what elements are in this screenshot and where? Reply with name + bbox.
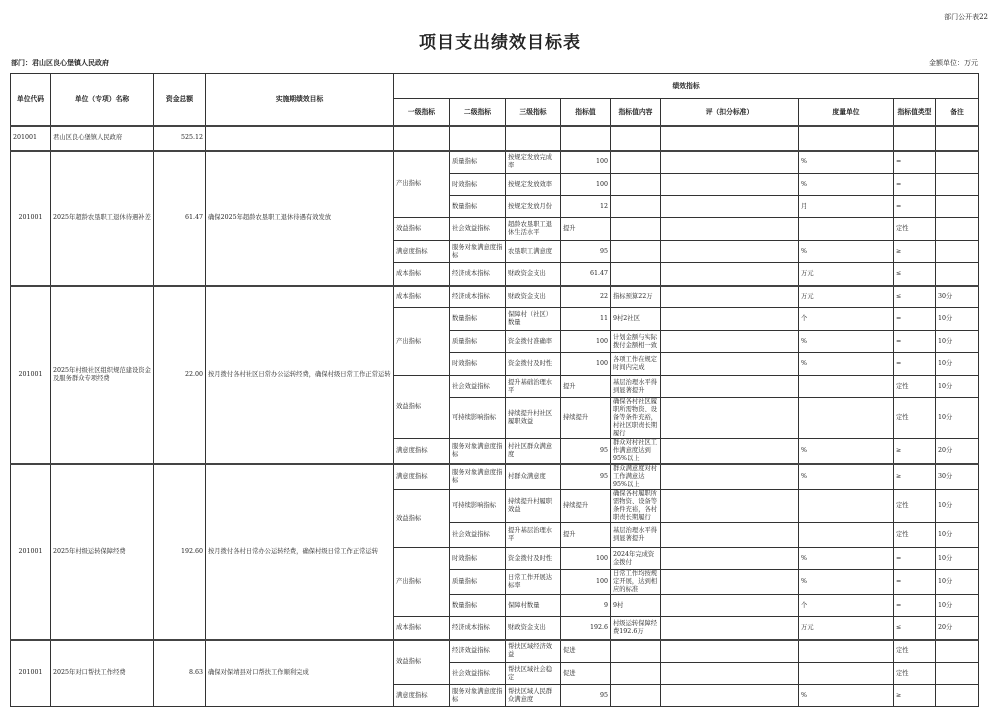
scoring-standard (661, 663, 799, 685)
level1-indicator: 满意度指标 (394, 685, 450, 707)
scoring-standard (661, 241, 799, 263)
project-goal: 按月拨付各村社区日常办公运转经费，确保村级日常工作正常运转 (206, 286, 394, 465)
indicator-content: 9村2社区 (611, 308, 661, 331)
level3-indicator: 帮扶区域社会稳定 (506, 663, 561, 685)
level1-indicator: 产出指标 (394, 308, 450, 376)
level2-indicator: 可持续影响指标 (450, 490, 506, 523)
table-row (11, 286, 979, 308)
level3-indicator: 按规定发放月份 (506, 196, 561, 218)
note (936, 640, 979, 663)
note (936, 218, 979, 241)
note: 10分 (936, 398, 979, 439)
level2-indicator: 时效指标 (450, 174, 506, 196)
summary-row (11, 126, 979, 151)
level1-indicator: 效益指标 (394, 490, 450, 548)
scoring-standard (661, 548, 799, 570)
level1-indicator: 产出指标 (394, 151, 450, 218)
indicator-value: 提升 (561, 376, 611, 398)
indicator-value: 100 (561, 331, 611, 353)
summary-code: 201001 (11, 126, 51, 151)
indicator-value: 100 (561, 548, 611, 570)
note: 20分 (936, 439, 979, 465)
level3-indicator: 资金拨付准确率 (506, 331, 561, 353)
note (936, 685, 979, 707)
level2-indicator: 数量指标 (450, 196, 506, 218)
project-code: 201001 (11, 286, 51, 465)
level3-indicator: 财政资金支出 (506, 617, 561, 640)
value-type: ≥ (894, 241, 936, 263)
value-type: = (894, 151, 936, 174)
value-type: ≤ (894, 286, 936, 308)
level2-indicator: 经济成本指标 (450, 617, 506, 640)
note: 30分 (936, 286, 979, 308)
measure-unit (799, 640, 894, 663)
level1-indicator: 满意度指标 (394, 241, 450, 263)
level3-indicator: 财政资金支出 (506, 263, 561, 286)
level3-indicator: 农垦职工满意度 (506, 241, 561, 263)
amount-unit-label: 金额单位：万元 (929, 59, 978, 67)
indicator-content (611, 640, 661, 663)
value-type: = (894, 174, 936, 196)
performance-target-table (10, 73, 979, 707)
table-row (11, 464, 979, 490)
table-row (11, 640, 979, 663)
scoring-standard (661, 570, 799, 595)
measure-unit: % (799, 464, 894, 490)
level3-indicator: 资金拨付及时性 (506, 353, 561, 376)
level3-indicator: 日常工作开展达标率 (506, 570, 561, 595)
indicator-value: 95 (561, 439, 611, 465)
indicator-value: 提升 (561, 218, 611, 241)
value-type: = (894, 196, 936, 218)
value-type: = (894, 308, 936, 331)
indicator-content: 基层治理水平得到显著提升 (611, 376, 661, 398)
department-label: 部门：君山区良心堡镇人民政府 (11, 58, 109, 67)
measure-unit (799, 376, 894, 398)
indicator-content (611, 174, 661, 196)
scoring-standard (661, 353, 799, 376)
project-goal: 按月拨付各村日常办公运转经费，确保村级日常工作正常运转 (206, 464, 394, 640)
measure-unit: 个 (799, 595, 894, 617)
indicator-content (611, 218, 661, 241)
header-code: 单位代码 (11, 74, 51, 126)
level2-indicator: 时效指标 (450, 353, 506, 376)
indicator-content (611, 241, 661, 263)
measure-unit: % (799, 439, 894, 465)
measure-unit: % (799, 685, 894, 707)
indicator-value: 95 (561, 464, 611, 490)
level3-indicator: 提升基层治理水平 (506, 523, 561, 548)
level2-indicator: 服务对象满意度指标 (450, 464, 506, 490)
project-goal: 确保2025年超龄农垦职工退休待遇有效发放 (206, 151, 394, 286)
level3-indicator: 财政资金支出 (506, 286, 561, 308)
indicator-content: 基层治理水平得到显著提升 (611, 523, 661, 548)
note: 20分 (936, 617, 979, 640)
note: 10分 (936, 308, 979, 331)
level2-indicator: 质量指标 (450, 151, 506, 174)
scoring-standard (661, 523, 799, 548)
level3-indicator: 资金拨付及时性 (506, 548, 561, 570)
value-type: 定性 (894, 640, 936, 663)
level2-indicator: 服务对象满意度指标 (450, 241, 506, 263)
level2-indicator: 质量指标 (450, 570, 506, 595)
value-type: = (894, 331, 936, 353)
level2-indicator: 社会效益指标 (450, 376, 506, 398)
value-type: 定性 (894, 218, 936, 241)
level2-indicator: 服务对象满意度指标 (450, 685, 506, 707)
header-unit: 度量单位 (799, 99, 894, 126)
level3-indicator: 村群众满意度 (506, 464, 561, 490)
summary-amount: 525.12 (154, 126, 206, 151)
scoring-standard (661, 286, 799, 308)
level2-indicator: 社会效益指标 (450, 523, 506, 548)
value-type: ≤ (894, 263, 936, 286)
level3-indicator: 保障村数量 (506, 595, 561, 617)
scoring-standard (661, 174, 799, 196)
level3-indicator: 保障村（社区）数量 (506, 308, 561, 331)
scoring-standard (661, 263, 799, 286)
value-type: = (894, 570, 936, 595)
note (936, 151, 979, 174)
measure-unit: 个 (799, 308, 894, 331)
level1-indicator: 满意度指标 (394, 464, 450, 490)
header-standard: 评（扣分标准） (661, 99, 799, 126)
summary-name: 君山区良心堡镇人民政府 (51, 126, 154, 151)
scoring-standard (661, 595, 799, 617)
measure-unit (799, 523, 894, 548)
project-amount: 22.00 (154, 286, 206, 465)
indicator-content: 计划金额与实际拨付金额相一致 (611, 331, 661, 353)
level2-indicator: 数量指标 (450, 308, 506, 331)
note (936, 241, 979, 263)
indicator-content: 9村 (611, 595, 661, 617)
header-level1: 一级指标 (394, 99, 450, 126)
measure-unit: % (799, 353, 894, 376)
table-number-label: 部门公开表22 (944, 13, 988, 21)
project-amount: 61.47 (154, 151, 206, 286)
note (936, 174, 979, 196)
level3-indicator: 按规定发放效率 (506, 174, 561, 196)
indicator-value: 192.6 (561, 617, 611, 640)
header-level2: 二级指标 (450, 99, 506, 126)
project-code: 201001 (11, 464, 51, 640)
scoring-standard (661, 331, 799, 353)
note: 10分 (936, 548, 979, 570)
level2-indicator: 经济效益指标 (450, 640, 506, 663)
level2-indicator: 社会效益指标 (450, 663, 506, 685)
indicator-content (611, 663, 661, 685)
value-type: = (894, 353, 936, 376)
indicator-value: 持续提升 (561, 398, 611, 439)
note: 30分 (936, 464, 979, 490)
table-row (11, 151, 979, 174)
indicator-content (611, 196, 661, 218)
level3-indicator: 持续提升村履职效益 (506, 490, 561, 523)
scoring-standard (661, 685, 799, 707)
indicator-value: 持续提升 (561, 490, 611, 523)
value-type: 定性 (894, 376, 936, 398)
measure-unit: % (799, 331, 894, 353)
scoring-standard (661, 640, 799, 663)
level2-indicator: 经济成本指标 (450, 286, 506, 308)
level3-indicator: 提升基础治理水平 (506, 376, 561, 398)
level1-indicator: 满意度指标 (394, 439, 450, 465)
level3-indicator: 帮扶区域人民群众满意度 (506, 685, 561, 707)
level1-indicator: 效益指标 (394, 218, 450, 241)
header-value: 指标值 (561, 99, 611, 126)
note (936, 196, 979, 218)
header-type: 指标值类型 (894, 99, 936, 126)
indicator-value: 100 (561, 174, 611, 196)
level3-indicator: 超龄农垦职工退休生活水平 (506, 218, 561, 241)
note: 10分 (936, 570, 979, 595)
indicator-value: 100 (561, 570, 611, 595)
scoring-standard (661, 196, 799, 218)
value-type: = (894, 595, 936, 617)
measure-unit: % (799, 241, 894, 263)
value-type: 定性 (894, 490, 936, 523)
value-type: = (894, 548, 936, 570)
value-type: 定性 (894, 663, 936, 685)
indicator-content: 2024年完成资金拨付 (611, 548, 661, 570)
value-type: ≥ (894, 464, 936, 490)
project-name: 2025年超龄农垦职工退休待遇补差 (51, 151, 154, 286)
project-name: 2025年村级运转保障经费 (51, 464, 154, 640)
header-goal: 实施期绩效目标 (206, 74, 394, 126)
scoring-standard (661, 439, 799, 465)
value-type: 定性 (894, 398, 936, 439)
indicator-content (611, 263, 661, 286)
project-name: 2025年村级社区组织规范建设资金及服务群众专项经费 (51, 286, 154, 465)
indicator-value: 22 (561, 286, 611, 308)
indicator-value: 促进 (561, 640, 611, 663)
indicator-content: 确保各村履职所需物资、设备等条件充裕，各村职责长期履行 (611, 490, 661, 523)
note: 10分 (936, 490, 979, 523)
project-amount: 8.63 (154, 640, 206, 707)
indicator-value: 提升 (561, 523, 611, 548)
scoring-standard (661, 464, 799, 490)
project-amount: 192.60 (154, 464, 206, 640)
level1-indicator: 成本指标 (394, 263, 450, 286)
note: 10分 (936, 353, 979, 376)
level2-indicator: 时效指标 (450, 548, 506, 570)
level2-indicator: 数量指标 (450, 595, 506, 617)
indicator-value: 100 (561, 353, 611, 376)
scoring-standard (661, 218, 799, 241)
indicator-content: 指标预算22万 (611, 286, 661, 308)
level2-indicator: 经济成本指标 (450, 263, 506, 286)
measure-unit: 月 (799, 196, 894, 218)
project-code: 201001 (11, 640, 51, 707)
header-content: 指标值内容 (611, 99, 661, 126)
measure-unit (799, 218, 894, 241)
indicator-value: 促进 (561, 663, 611, 685)
level1-indicator: 效益指标 (394, 640, 450, 685)
note (936, 663, 979, 685)
level3-indicator: 持续提升村社区履职效益 (506, 398, 561, 439)
measure-unit: % (799, 548, 894, 570)
header-indicators: 绩效指标 (394, 74, 979, 99)
level2-indicator: 可持续影响指标 (450, 398, 506, 439)
indicator-value: 9 (561, 595, 611, 617)
measure-unit: 万元 (799, 286, 894, 308)
value-type: ≤ (894, 617, 936, 640)
indicator-content: 村级运转保障经费192.6万 (611, 617, 661, 640)
indicator-content: 各项工作在规定时间内完成 (611, 353, 661, 376)
indicator-value: 100 (561, 151, 611, 174)
measure-unit: % (799, 174, 894, 196)
header-level3: 三级指标 (506, 99, 561, 126)
level3-indicator: 按规定发放完成率 (506, 151, 561, 174)
level3-indicator: 帮扶区域经济效益 (506, 640, 561, 663)
level2-indicator: 质量指标 (450, 331, 506, 353)
indicator-content: 群众对村社区工作满意度达到95%以上 (611, 439, 661, 465)
scoring-standard (661, 376, 799, 398)
scoring-standard (661, 308, 799, 331)
measure-unit (799, 398, 894, 439)
measure-unit (799, 490, 894, 523)
scoring-standard (661, 617, 799, 640)
note (936, 263, 979, 286)
value-type: ≥ (894, 685, 936, 707)
note: 10分 (936, 331, 979, 353)
header-note: 备注 (936, 99, 979, 126)
level2-indicator: 社会效益指标 (450, 218, 506, 241)
level1-indicator: 产出指标 (394, 548, 450, 617)
note: 10分 (936, 595, 979, 617)
scoring-standard (661, 398, 799, 439)
level2-indicator: 服务对象满意度指标 (450, 439, 506, 465)
note: 10分 (936, 376, 979, 398)
scoring-standard (661, 151, 799, 174)
level1-indicator: 效益指标 (394, 376, 450, 439)
level1-indicator: 成本指标 (394, 286, 450, 308)
indicator-content (611, 685, 661, 707)
measure-unit: 万元 (799, 263, 894, 286)
indicator-content: 确保各村社区履职所需物资、设备等条件充裕，村社区职责长期履行 (611, 398, 661, 439)
indicator-content: 日常工作均按规定开展，达到相应的标准 (611, 570, 661, 595)
header-name: 单位（专项）名称 (51, 74, 154, 126)
page-title: 项目支出绩效目标表 (419, 33, 581, 53)
note: 10分 (936, 523, 979, 548)
project-name: 2025年对口帮扶工作经费 (51, 640, 154, 707)
value-type: 定性 (894, 523, 936, 548)
measure-unit: 万元 (799, 617, 894, 640)
indicator-value: 12 (561, 196, 611, 218)
indicator-value: 11 (561, 308, 611, 331)
project-code: 201001 (11, 151, 51, 286)
project-goal: 确保对保靖县对口帮扶工作顺利完成 (206, 640, 394, 707)
measure-unit: % (799, 151, 894, 174)
level1-indicator: 成本指标 (394, 617, 450, 640)
level3-indicator: 村社区群众满意度 (506, 439, 561, 465)
header-amount: 资金总额 (154, 74, 206, 126)
indicator-value: 95 (561, 241, 611, 263)
measure-unit (799, 663, 894, 685)
indicator-value: 95 (561, 685, 611, 707)
indicator-content (611, 151, 661, 174)
measure-unit: % (799, 570, 894, 595)
scoring-standard (661, 490, 799, 523)
indicator-content: 群众满意度对村工作满意达95%以上 (611, 464, 661, 490)
indicator-value: 61.47 (561, 263, 611, 286)
value-type: ≥ (894, 439, 936, 465)
